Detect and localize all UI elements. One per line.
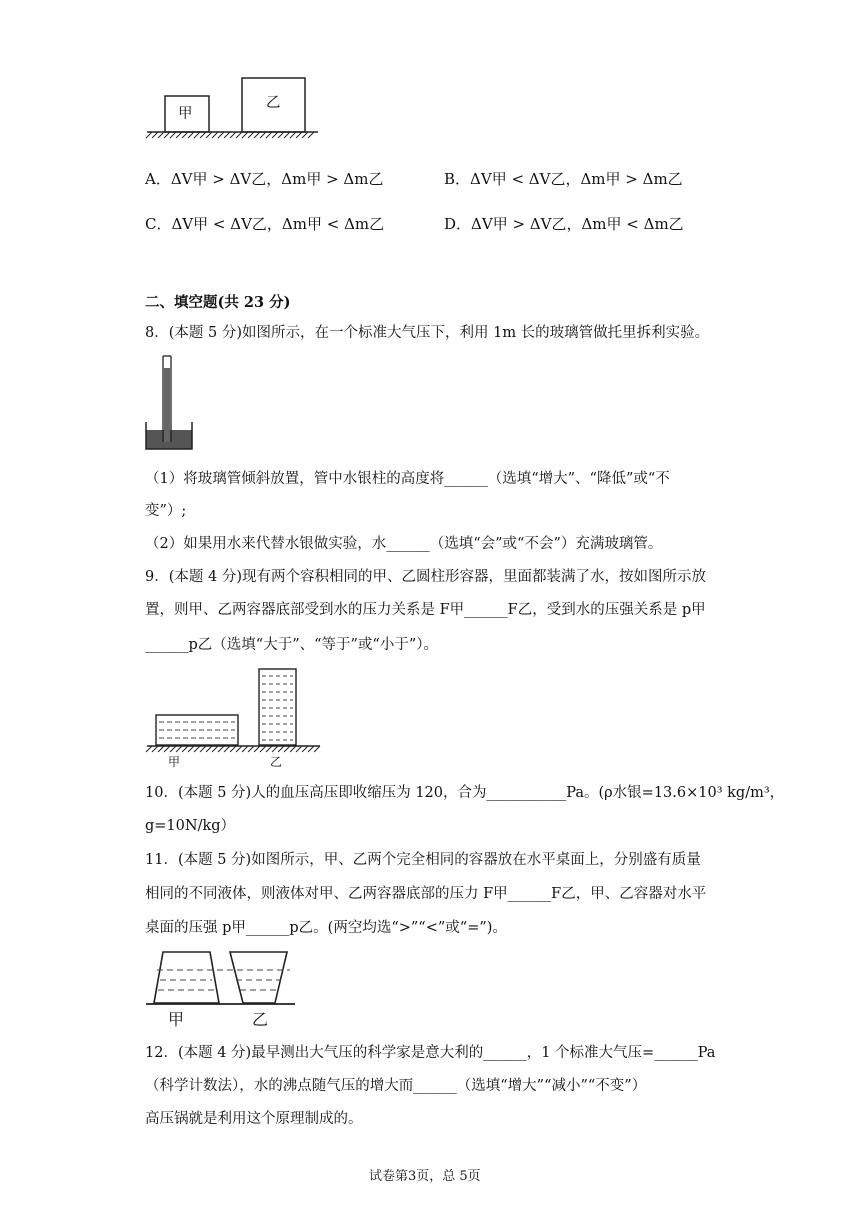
q11-line3: 桌面的压强 p甲______p乙。(两空均选“>”“<”或“=”)。: [145, 920, 507, 936]
q8-part1-line2: 变”）;: [145, 503, 187, 519]
block-yi-label: 乙: [266, 95, 281, 111]
q8-stem: 8．(本题 5 分)如图所示，在一个标准大气压下，利用 1m 长的玻璃管做托里拆利实验。: [145, 325, 710, 341]
option-d[interactable]: D．ΔV甲 > ΔV乙，Δm甲 < Δm乙: [444, 215, 684, 233]
option-c[interactable]: C．ΔV甲 < ΔV乙，Δm甲 < Δm乙: [145, 215, 385, 233]
q9-line1: 9．(本题 4 分)现有两个容积相同的甲、乙圆柱形容器，里面都装满了水，按如图所示放: [145, 569, 706, 585]
q9-line3: ______p乙（选填“大于”、“等于”或“小于”）。: [145, 637, 439, 653]
q11-label-jia: 甲: [168, 1010, 185, 1029]
option-a[interactable]: A．ΔV甲 > ΔV乙，Δm甲 > Δm乙: [145, 170, 384, 188]
q11-label-yi: 乙: [252, 1010, 269, 1029]
q9-label-jia: 甲: [168, 755, 181, 769]
q10-line2: g=10N/kg）: [145, 818, 236, 834]
page-footer: 试卷第3页，总 5页: [369, 1169, 481, 1184]
q11-line2: 相同的不同液体，则液体对甲、乙两容器底部的压力 F甲______F乙，甲、乙容器对水平: [145, 886, 707, 902]
section-title: 二、填空题(共 23 分): [145, 294, 291, 311]
q10-line1: 10．(本题 5 分)人的血压高压即收缩压为 120，合为___________Pa。(ρ水银=13.6×10³ kg/m³，: [145, 785, 785, 801]
q8-part1-line1: （1）将玻璃管倾斜放置，管中水银柱的高度将______（选填“增大”、“降低”或“不: [145, 471, 670, 487]
q8-part2: （2）如果用水来代替水银做实验，水______（选填“会”或“不会”）充满玻璃管。: [145, 536, 663, 552]
q12-line1: 12．(本题 4 分)最早测出大气压的科学家是意大利的______，1 个标准大气压=______Pa: [145, 1045, 716, 1061]
option-b[interactable]: B．ΔV甲 < ΔV乙，Δm甲 > Δm乙: [444, 170, 683, 188]
q9-label-yi: 乙: [270, 755, 283, 769]
q12-line2: （科学计数法），水的沸点随气压的增大而______（选填“增大”“减小”“不变”）: [145, 1078, 647, 1094]
block-jia-label: 甲: [178, 106, 193, 122]
q9-line2: 置，则甲、乙两容器底部受到水的压力关系是 F甲______F乙，受到水的压强关系是 p甲: [145, 602, 706, 618]
q11-line1: 11．(本题 5 分)如图所示，甲、乙两个完全相同的容器放在水平桌面上，分别盛有质量: [145, 852, 701, 868]
q12-line3: 高压锅就是利用这个原理制成的。: [145, 1111, 363, 1127]
